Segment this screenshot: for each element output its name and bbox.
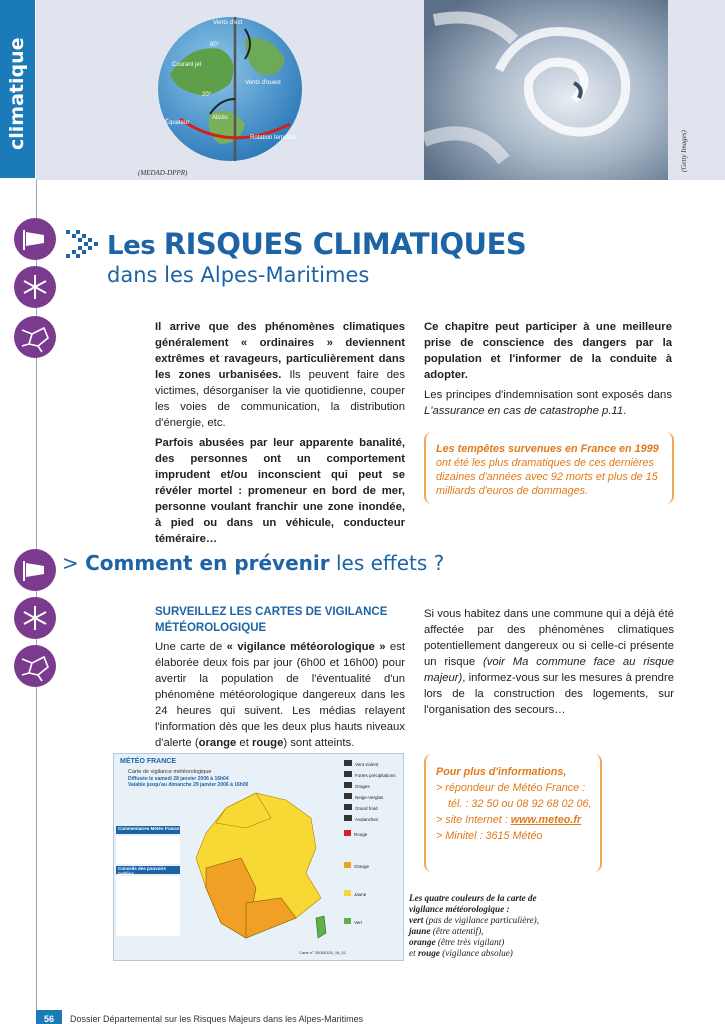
- intro-right-column: [424, 319, 672, 423]
- more-info-callout: [424, 754, 602, 872]
- meteo-france-logo: MÉTÉO FRANCE: [120, 758, 176, 765]
- level-red: Rouge: [344, 830, 402, 862]
- commune-column: [424, 606, 674, 722]
- map-color-caption: Les quatre couleurs de la carte de vigilance météorologique : vert (pas de vigilance particulière), jaune (être attentif), orange (être très vigilant) et rouge (vigilance absolue): [409, 893, 540, 958]
- map-legend: [344, 760, 402, 932]
- page-title: Les RISQUES CLIMATIQUES: [107, 227, 527, 261]
- map-validity-1: Diffusée le samedi 28 janvier 2006 à 16h04: [128, 776, 229, 782]
- section-heading-prevention: > Comment en prévenir les effets ?: [62, 551, 445, 575]
- wind-risk-icon: [14, 549, 56, 591]
- globe-label-alizes: Alizés: [212, 115, 229, 121]
- map-title: Carte de vigilance météorologique: [128, 769, 212, 775]
- storm-satellite-photo: [424, 0, 668, 180]
- chevron-arrows-icon: [66, 230, 100, 258]
- legend-rain: Fortes précipitations: [344, 771, 402, 782]
- level-green: Vert: [344, 918, 402, 932]
- map-comment-text: [116, 836, 180, 864]
- more-info-website: > site Internet : www.meteo.fr: [436, 814, 582, 826]
- globe-label-equateur: Équateur: [165, 120, 190, 126]
- legend-cold: Grand froid: [344, 804, 402, 815]
- footer-title: Dossier Départemental sur les Risques Majeurs dans les Alpes-Maritimes: [70, 1014, 364, 1024]
- map-comment-box: Commentaires Météo France: [116, 826, 180, 834]
- drought-risk-icon: [14, 645, 56, 687]
- vigilance-subheading: SURVEILLEZ LES CARTES DE VIGILANCE MÉTÉOROLOGIQUE: [155, 606, 388, 634]
- legend-wind: Vent violent: [344, 760, 402, 771]
- france-map: [186, 788, 336, 948]
- legend-avalanche: Avalanches: [344, 815, 402, 826]
- globe-label-lat-20: 20°: [202, 92, 212, 98]
- intro-left-column: [155, 319, 405, 551]
- more-info-title: Pour plus d'informations,: [436, 766, 567, 778]
- snowflake-risk-icon: [14, 266, 56, 308]
- atmospheric-circulation-globe: [150, 4, 310, 164]
- globe-credit: (MEDAD-DPPR): [138, 169, 188, 177]
- vigilance-map: [113, 753, 404, 961]
- map-advice-text: [116, 876, 180, 936]
- meteo-website-link[interactable]: www.meteo.fr: [510, 814, 582, 826]
- more-info-phone-label: > répondeur de Météo France :: [436, 782, 586, 794]
- globe-label-vents-ouest: Vents d'ouest: [245, 80, 281, 86]
- map-card-number: Carte n° 20060128_16_01: [299, 950, 346, 955]
- map-advice-box: Conseils des pouvoirs publics: [116, 866, 180, 874]
- intro-paragraph-2: Parfois abusées par leur apparente banalité, des personnes ont un comportement imprudent et/ou inconscient qui peut se révéler mortel : promeneur en bord de mer, personne voulant franchir une zone inondée, à pied ou dans un véhicule, conducteur téméraire…: [155, 437, 405, 545]
- level-orange: Orange: [344, 862, 402, 890]
- chapter-tab-label: climatique: [6, 37, 28, 150]
- intro-paragraph-1: Il arrive que des phénomènes climatiques généralement « ordinaires » deviennent extrêmes et ravageurs, particulièrement dans les zones urbanisées. Ils peuvent faire des victimes, désorganiser la vie quotidienne, couper les voies de communication, la distribution d'énergie, etc.: [155, 321, 405, 429]
- globe-label-lat-60: 60°: [210, 42, 220, 48]
- vigilance-paragraph: Une carte de « vigilance météorologique » est élaborée deux fois par jour (6h00 et 16h00) pour avertir la population de l'éventualité d'un phénomène météorologique dangereux dans les 24 heures qui suivent. Les médias relayent l'information dès que les deux plus hauts niveaux d'alerte (orange et rouge) sont atteints.: [155, 641, 405, 749]
- level-yellow: Jaune: [344, 890, 402, 918]
- storms-1999-callout: Les tempêtes survenues en France en 1999 ont été les plus dramatiques de ces dernières dizaines d'années avec 92 morts et plus de 15 milliards d'euros de dommages.: [424, 432, 674, 504]
- page-number: 56: [36, 1010, 62, 1024]
- globe-label-vents-est: Vents d'est: [213, 20, 243, 26]
- commune-paragraph: Si vous habitez dans une commune qui a déjà été affectée par des phénomènes climatiques potentiellement dangereux ou si celle-ci présente un risque (voir Ma commune face au risque majeur), informez-vous sur les mesures à prendre lors de la construction des logements, sur l'organisation des secours…: [424, 608, 674, 716]
- globe-label-courant-jet: Courant jet: [172, 62, 202, 68]
- intro-paragraph-4: Les principes d'indemnisation sont exposés dans L'assurance en cas de catastrophe p.11.: [424, 389, 672, 417]
- wind-risk-icon: [14, 218, 56, 260]
- drought-risk-icon: [14, 316, 56, 358]
- vigilance-column: [155, 639, 405, 755]
- legend-storm: Orages: [344, 782, 402, 793]
- chapter-tab: [0, 0, 35, 178]
- page-subtitle: dans les Alpes-Maritimes: [107, 263, 370, 287]
- intro-paragraph-3: Ce chapitre peut participer à une meilleure prise de conscience des dangers par la population et l'informer de la conduite à adopter.: [424, 321, 672, 381]
- globe-label-rotation: Rotation terrestre: [250, 135, 297, 141]
- legend-snow: Neige-Verglas: [344, 793, 402, 804]
- more-info-phone: tél. : 32 50 ou 08 92 68 02 06,: [448, 798, 592, 810]
- photo-credit: (Getty Images): [680, 130, 688, 172]
- more-info-minitel: > Minitel : 3615 Météo: [436, 830, 543, 842]
- snowflake-risk-icon: [14, 597, 56, 639]
- map-validity-2: Valable jusqu'au dimanche 29 janvier 2006 à 16h00: [128, 782, 249, 788]
